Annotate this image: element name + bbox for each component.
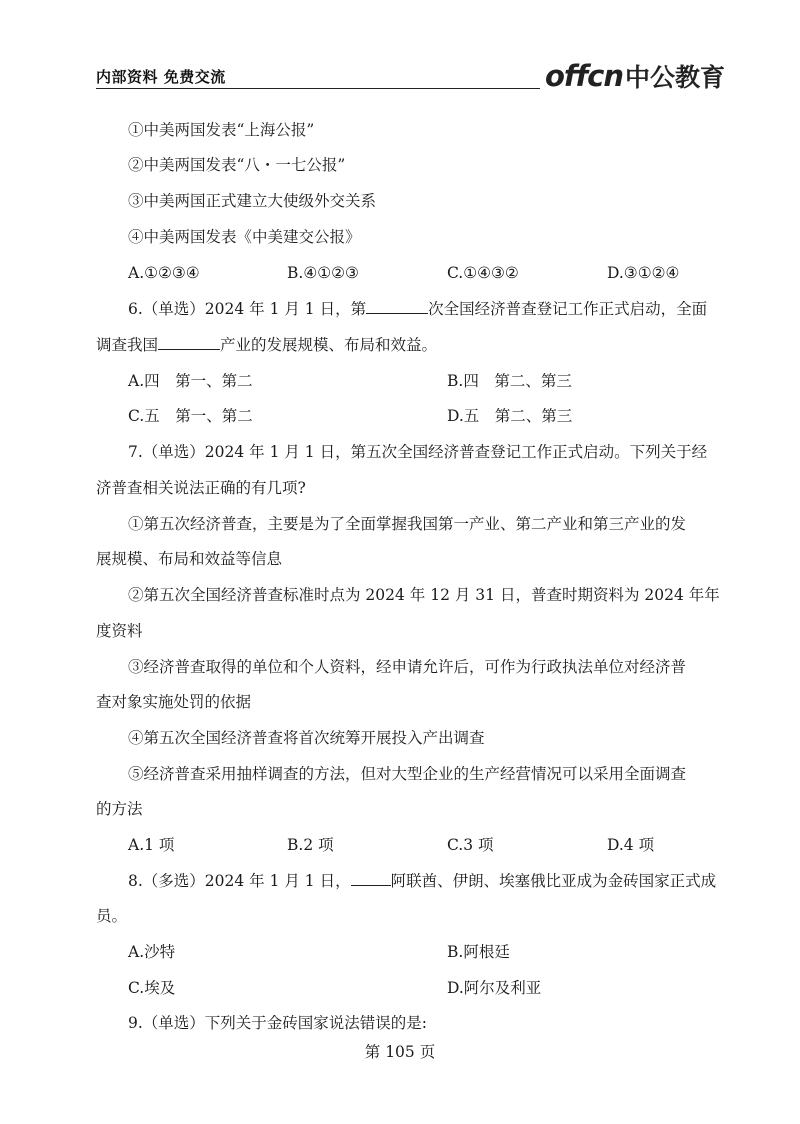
q5-item-3: ③中美两国正式建立大使级外交关系 xyxy=(128,192,377,210)
logo-latin-text: offcn xyxy=(545,59,623,93)
q8-stem-line-2: 员。 xyxy=(96,907,128,925)
q7-option-c: C.3 项 xyxy=(447,836,494,854)
q6-stem-line-1 xyxy=(128,298,707,320)
q6-option-c: C.五 第一、第二 xyxy=(128,407,253,425)
q7-option-a: A.1 项 xyxy=(128,836,175,854)
logo-chinese-text: 中公教育 xyxy=(625,63,726,92)
q6-blank-1 xyxy=(366,298,428,314)
q7-statement-1-line-2: 展规模、布局和效益等信息 xyxy=(96,550,283,568)
q8-stem-line-1 xyxy=(128,870,716,892)
q5-item-1: ①中美两国发表“上海公报” xyxy=(128,121,315,139)
q7-statement-2-line-2: 度资料 xyxy=(96,622,143,640)
q7-statement-2-line-1: ②第五次全国经济普查标准时点为 2024 年 12 月 31 日，普查时期资料为 2024 年年 xyxy=(128,586,720,604)
q6-option-a: A.四 第一、第二 xyxy=(128,372,253,390)
q8-blank xyxy=(351,870,391,886)
q6-stem-text-d: 产业的发展规模、布局和效益。 xyxy=(220,336,438,354)
q7-stem-line-2: 济普查相关说法正确的有几项? xyxy=(96,479,306,497)
q8-option-b: B.阿根廷 xyxy=(447,943,510,961)
q8-option-a: A.沙特 xyxy=(128,943,176,961)
q5-option-b: B.④①②③ xyxy=(287,264,359,282)
q6-option-b: B.四 第二、第三 xyxy=(447,372,572,390)
q6-option-d: D.五 第二、第三 xyxy=(447,407,573,425)
q8-stem-text-b: 阿联酋、伊朗、埃塞俄比亚成为金砖国家正式成 xyxy=(390,872,717,890)
q6-stem-text-a: 6.（单选）2024 年 1 月 1 日，第 xyxy=(128,300,367,318)
q7-statement-3-line-1: ③经济普查取得的单位和个人资料，经申请允许后，可作为行政执法单位对经济普 xyxy=(128,658,687,676)
q7-statement-5-line-1: ⑤经济普查采用抽样调查的方法，但对大型企业的生产经营情况可以采用全面调查 xyxy=(128,765,687,783)
offcn-logo xyxy=(545,58,725,94)
q5-option-a: A.①②③④ xyxy=(128,264,200,282)
q5-item-4: ④中美两国发表《中美建交公报》 xyxy=(128,228,361,246)
q7-stem-line-1: 7.（单选）2024 年 1 月 1 日，第五次全国经济普查登记工作正式启动。下列关于经 xyxy=(128,443,708,461)
q6-stem-line-2 xyxy=(96,334,437,356)
page-number: 第 105 页 xyxy=(364,1043,436,1061)
q7-statement-1-line-1: ①第五次经济普查，主要是为了全面掌握我国第一产业、第二产业和第三产业的发 xyxy=(128,515,687,533)
q6-stem-text-b: 次全国经济普查登记工作正式启动，全面 xyxy=(428,300,708,318)
q5-option-c: C.①④③② xyxy=(447,264,519,282)
q5-item-2: ②中美两国发表“八・一七公报” xyxy=(128,156,346,174)
q5-option-d: D.③①②④ xyxy=(607,264,680,282)
q8-option-c: C.埃及 xyxy=(128,979,176,997)
q8-option-d: D.阿尔及利亚 xyxy=(447,979,542,997)
q6-blank-2 xyxy=(158,334,220,350)
header-label: 内部资料 免费交流 xyxy=(96,68,226,86)
q7-statement-5-line-2: 的方法 xyxy=(96,800,143,818)
q9-stem: 9.（单选）下列关于金砖国家说法错误的是: xyxy=(128,1014,428,1032)
q6-stem-text-c: 调查我国 xyxy=(96,336,159,354)
q7-option-b: B.2 项 xyxy=(287,836,334,854)
header-divider xyxy=(96,88,540,89)
q7-statement-3-line-2: 查对象实施处罚的依据 xyxy=(96,693,252,711)
q8-stem-text-a: 8.（多选）2024 年 1 月 1 日， xyxy=(128,872,351,890)
q7-statement-4-line-1: ④第五次全国经济普查将首次统筹开展投入产出调查 xyxy=(128,729,485,747)
q7-option-d: D.4 项 xyxy=(607,836,655,854)
